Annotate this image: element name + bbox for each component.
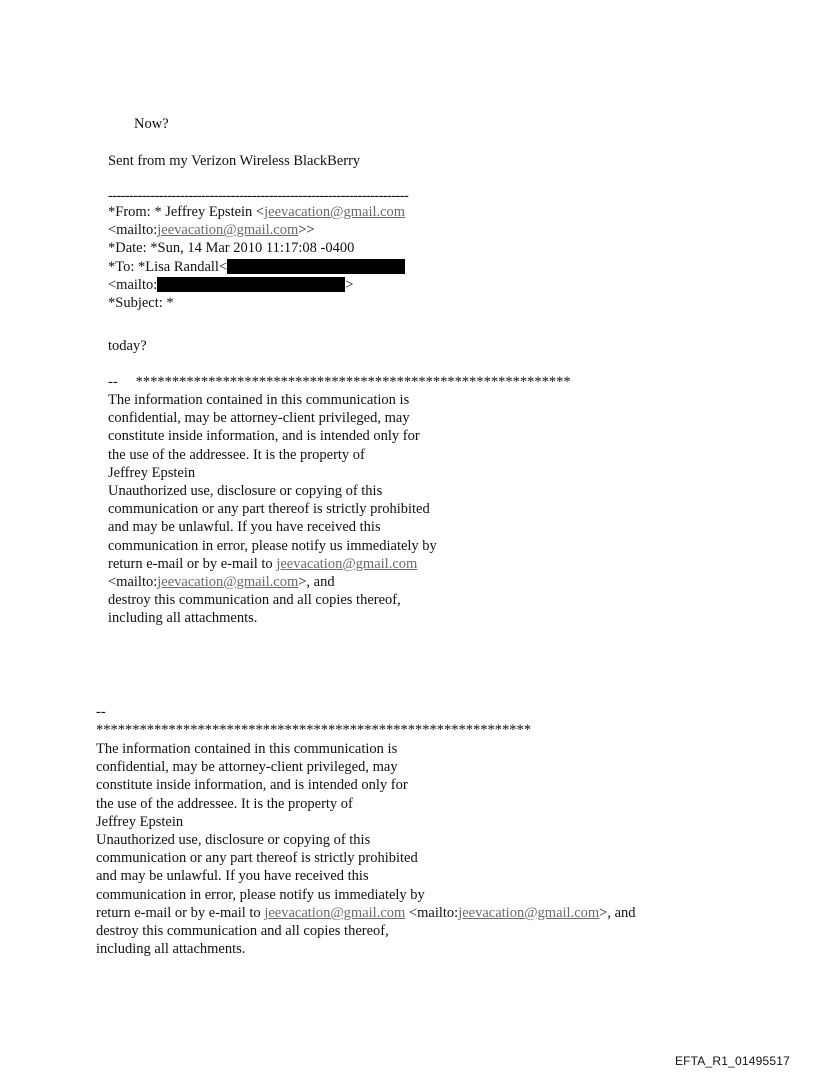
redaction-bar-mailto: [157, 277, 345, 292]
quoted-sig-dashes: --: [108, 374, 118, 390]
inner-disclaimer-line: the use of the addressee. It is the property of: [108, 446, 365, 463]
outer-disclaimer-line: Unauthorized use, disclosure or copying of this: [96, 831, 371, 848]
outer-disclaimer-line: The information contained in this communication is: [96, 741, 398, 757]
quoted-from-mailto-line: [108, 221, 408, 239]
quoted-sig-separator: [108, 373, 571, 391]
quoted-body-text: today?: [108, 338, 147, 354]
outer-disclaimer-line: constitute inside information, and is intended only for: [96, 777, 408, 794]
outer-including-line: including all attachments.: [96, 941, 246, 958]
outer-return-line: [96, 904, 636, 922]
inner-return-email-link[interactable]: jeevacation@gmail.com: [276, 555, 418, 572]
outer-mailto-suffix: >, and: [599, 904, 636, 921]
quoted-date: *Date: *Sun, 14 Mar 2010 11:17:08 -0400: [108, 240, 355, 257]
inner-disclaimer-line: and may be unlawful. If you have received this: [108, 519, 381, 536]
outer-stars: ************************************************************: [96, 722, 531, 739]
inner-disclaimer-line: confidential, may be attorney-client privileged, may: [108, 410, 410, 427]
outer-dashes: --: [96, 704, 106, 720]
inner-return-line: [108, 555, 437, 573]
inner-disclaimer-line: constitute inside information, and is intended only for: [108, 428, 420, 445]
quoted-from-line: [108, 203, 408, 221]
outer-disclaimer-line: Jeffrey Epstein: [96, 813, 184, 830]
outer-disclaimer-line: confidential, may be attorney-client privileged, may: [96, 759, 398, 776]
inner-disclaimer: [108, 391, 437, 627]
quoted-message: [108, 189, 408, 312]
quoted-sig-stars: ************************************************************: [135, 374, 571, 390]
outer-sig-separator: [96, 703, 531, 739]
quoted-mailto-close: >>: [298, 222, 315, 239]
quoted-mailto-open: <mailto:: [108, 222, 158, 239]
quoted-mailto-email-link[interactable]: jeevacation@gmail.com: [157, 222, 299, 239]
quoted-from-prefix: *From: * Jeffrey Epstein <: [108, 204, 265, 220]
reply-now: Now?: [134, 116, 169, 132]
quoted-separator: -----------------------------------------------------------------------: [108, 188, 409, 204]
outer-disclaimer: [96, 740, 636, 958]
reply-signature: Sent from my Verizon Wireless BlackBerry: [108, 153, 361, 169]
quoted-to-mailto-suffix: >: [345, 276, 354, 293]
document-id: EFTA_R1_01495517: [674, 1054, 790, 1068]
outer-mailto-prefix: <mailto:: [408, 904, 459, 921]
outer-disclaimer-line: communication in error, please notify us immediately by: [96, 886, 425, 903]
inner-mailto-prefix: <mailto:: [108, 573, 158, 590]
inner-disclaimer-line: communication or any part thereof is strictly prohibited: [108, 501, 430, 518]
inner-mailto-line: [108, 573, 437, 591]
outer-mailto-email-link[interactable]: jeevacation@gmail.com: [458, 904, 600, 921]
outer-disclaimer-line: communication or any part thereof is strictly prohibited: [96, 850, 418, 867]
redaction-bar-to: [227, 259, 405, 274]
inner-disclaimer-line: The information contained in this communication is: [108, 392, 410, 408]
inner-disclaimer-line: Unauthorized use, disclosure or copying of this: [108, 482, 383, 499]
quoted-to-prefix: *To: *Lisa Randall<: [108, 258, 228, 275]
inner-return-prefix: return e-mail or by e-mail to: [108, 555, 277, 572]
quoted-subject: *Subject: *: [108, 294, 174, 311]
inner-including-line: including all attachments.: [108, 610, 258, 627]
quoted-body: [108, 337, 147, 355]
inner-mailto-email-link[interactable]: jeevacation@gmail.com: [157, 573, 299, 590]
quoted-to-line: [108, 258, 408, 276]
outer-return-email-link[interactable]: jeevacation@gmail.com: [264, 904, 406, 921]
outer-disclaimer-line: and may be unlawful. If you have received this: [96, 868, 369, 885]
quoted-to-mailto-prefix: <mailto:: [108, 276, 158, 293]
inner-mailto-suffix: >, and: [298, 573, 335, 590]
quoted-to-mailto-line: [108, 276, 408, 294]
outer-destroy-line: destroy this communication and all copies thereof,: [96, 922, 389, 939]
outer-return-prefix: return e-mail or by e-mail to: [96, 904, 265, 921]
inner-disclaimer-line: Jeffrey Epstein: [108, 464, 196, 481]
outer-disclaimer-line: the use of the addressee. It is the property of: [96, 795, 353, 812]
inner-disclaimer-line: communication in error, please notify us immediately by: [108, 537, 437, 554]
quoted-from-email-link[interactable]: jeevacation@gmail.com: [264, 204, 406, 220]
inner-destroy-line: destroy this communication and all copies thereof,: [108, 592, 401, 609]
reply-signature-block: [108, 152, 360, 170]
reply-text: [134, 115, 169, 133]
